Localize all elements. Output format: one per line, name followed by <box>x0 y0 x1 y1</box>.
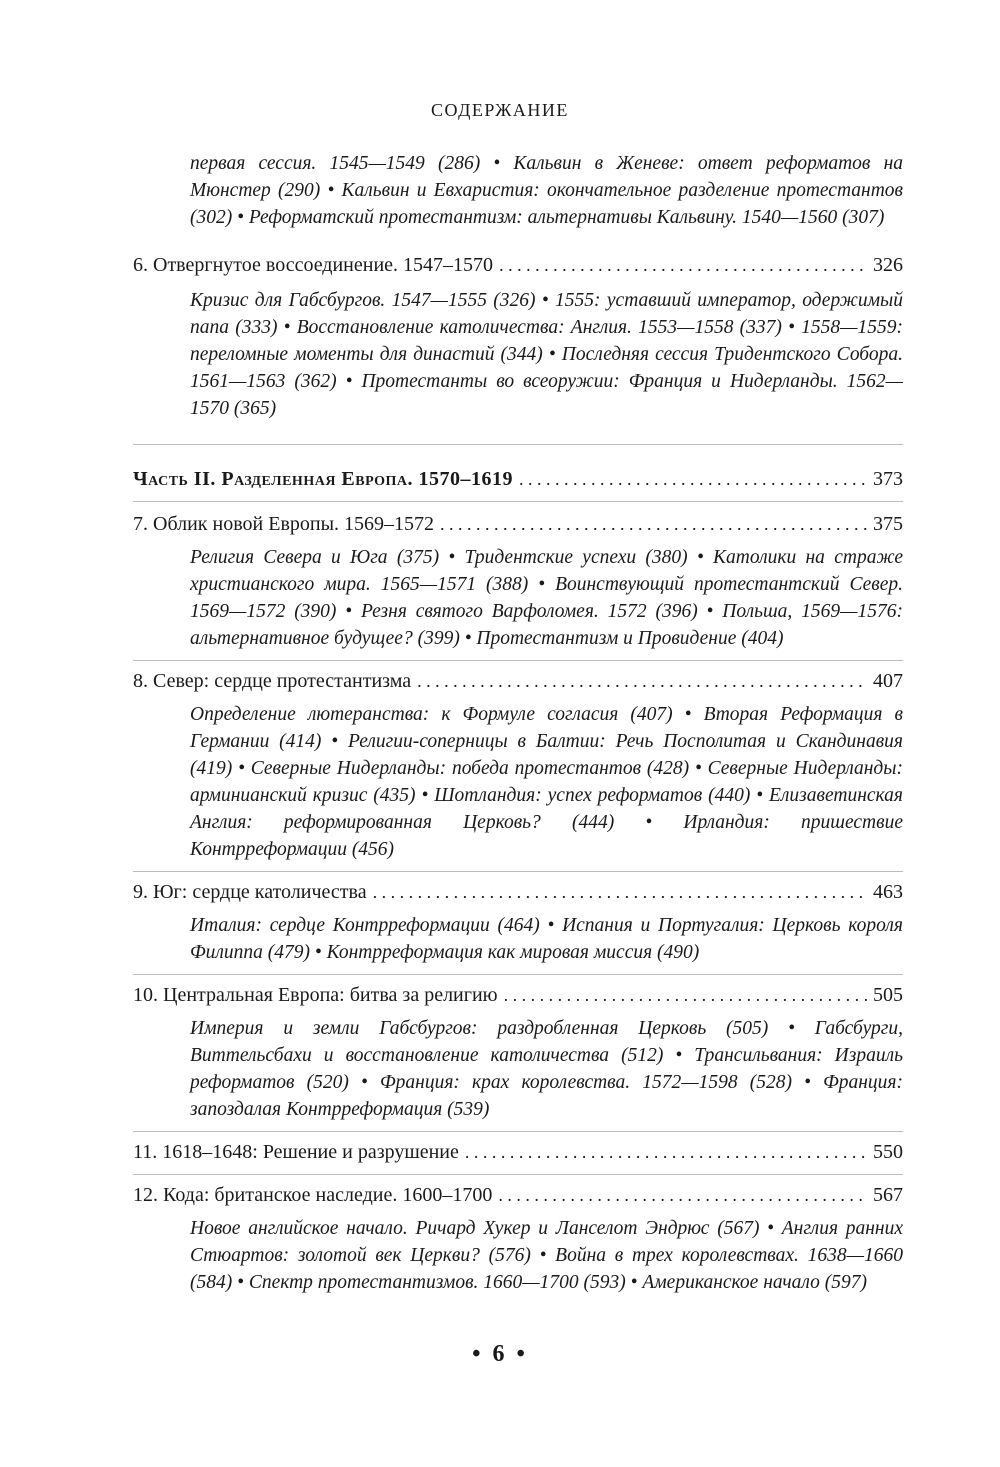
running-head: СОДЕРЖАНИЕ <box>431 100 569 120</box>
chapter-subentries: Религия Севера и Юга (375) • Тридентские успехи (380) • Католики на страже христианского мира. 1565—1571 (388) • Воинствующий протестантский Север. 1569—1572 (390) • Резня святого Варфоломея. 1572 (396) • Польша, 1569—1576: альтернативное будущее? (399) • Протестантизм и Провидение (404) <box>190 547 903 649</box>
toc-entry-part-2[interactable] <box>133 465 903 493</box>
dot-leader <box>440 510 867 538</box>
continued-subentries: первая сессия. 1545—1549 (286) • Кальвин в Женеве: ответ реформатов на Мюнстер (290) • Кальвин и Евхаристия: окончательное разделение протестантов (302) • Реформатский протестантизм: альтернативы Кальвину. 1540—1560 (307) <box>190 153 903 228</box>
chapter-title: 11. 1618–1648: Решение и разрушение <box>133 1141 459 1163</box>
chapter-title: 7. Облик новой Европы. 1569–1572 <box>133 513 435 535</box>
dot-leader <box>499 251 867 279</box>
page-folio: • 6 • <box>472 1341 528 1367</box>
toc-entry-chapter-10[interactable] <box>133 981 903 1009</box>
toc-entry-chapter-7[interactable] <box>133 510 903 538</box>
dot-leader <box>498 1181 867 1209</box>
toc-entry-chapter-11[interactable] <box>133 1138 903 1166</box>
toc-entry-chapter-8[interactable] <box>133 667 903 695</box>
chapter-subentries: Определение лютеранства: к Формуле согласия (407) • Вторая Реформация в Германии (414) • Религии-соперницы в Балтии: Речь Посполитая и Скандинавия (419) • Северные Нидерланды: победа протестантов (428) • Северные Нидерланды: арминианский кризис (435) • Шотландия: успех реформатов (440) • Елизаветинская Англия: реформированная Церковь? (444) • Ирландия: пришествие Контрреформации (456) <box>190 704 903 860</box>
page-number: 567 <box>873 1184 903 1206</box>
page-number: 463 <box>873 881 903 903</box>
page-number: 407 <box>873 670 903 692</box>
toc-entry-chapter-9[interactable] <box>133 878 903 906</box>
dot-leader <box>373 878 867 906</box>
toc-entry-chapter-6[interactable] <box>133 251 903 279</box>
chapter-title: 6. Отвергнутое воссоединение. 1547–1570 <box>133 254 494 276</box>
table-of-contents <box>133 150 903 1296</box>
page-number: 373 <box>873 468 903 490</box>
dot-leader <box>417 667 867 695</box>
page-number: 375 <box>873 513 903 535</box>
chapter-subentries: Империя и земли Габсбургов: раздробленная Церковь (505) • Габсбурги, Виттельсбахи и восстановление католичества (512) • Трансильвания: Израиль реформатов (520) • Франция: крах королевства. 1572—1598 (528) • Франция: запоздалая Контрреформация (539) <box>190 1018 903 1120</box>
chapter-title: 9. Юг: сердце католичества <box>133 881 367 903</box>
page-number: 505 <box>873 984 903 1006</box>
part-title: Часть II. Разделенная Европа. 1570–1619 <box>133 468 513 490</box>
chapter-subentries: Новое английское начало. Ричард Хукер и Ланселот Эндрюс (567) • Англия ранних Стюартов: золотой век Церкви? (576) • Война в трех королевствах. 1638—1660 (584) • Спектр протестантизмов. 1660—1700 (593) • Американское начало (597) <box>190 1218 903 1293</box>
chapter-subentries: Италия: сердце Контрреформации (464) • Испания и Португалия: Церковь короля Филиппа (479) • Контрреформация как мировая миссия (490) <box>190 915 903 963</box>
chapter-title: 10. Центральная Европа: битва за религию <box>133 984 498 1006</box>
dot-leader <box>465 1138 867 1166</box>
chapter-title: 8. Север: сердце протестантизма <box>133 670 412 692</box>
page-number: 550 <box>873 1141 903 1163</box>
page-number: 326 <box>873 254 903 276</box>
toc-entry-chapter-12[interactable] <box>133 1181 903 1209</box>
chapter-title: 12. Кода: британское наследие. 1600–1700 <box>133 1184 493 1206</box>
chapter-subentries: Кризис для Габсбургов. 1547—1555 (326) • 1555: уставший император, одержимый папа (333) • Восстановление католичества: Англия. 1553—1558 (337) • 1558—1559: переломные моменты для династий (344) • Последняя сессия Тридентского Собора. 1561—1563 (362) • Протестанты во всеоружии: Франция и Нидерланды. 1562—1570 (365) <box>190 290 903 419</box>
dot-leader <box>519 465 867 493</box>
dot-leader <box>504 981 867 1009</box>
